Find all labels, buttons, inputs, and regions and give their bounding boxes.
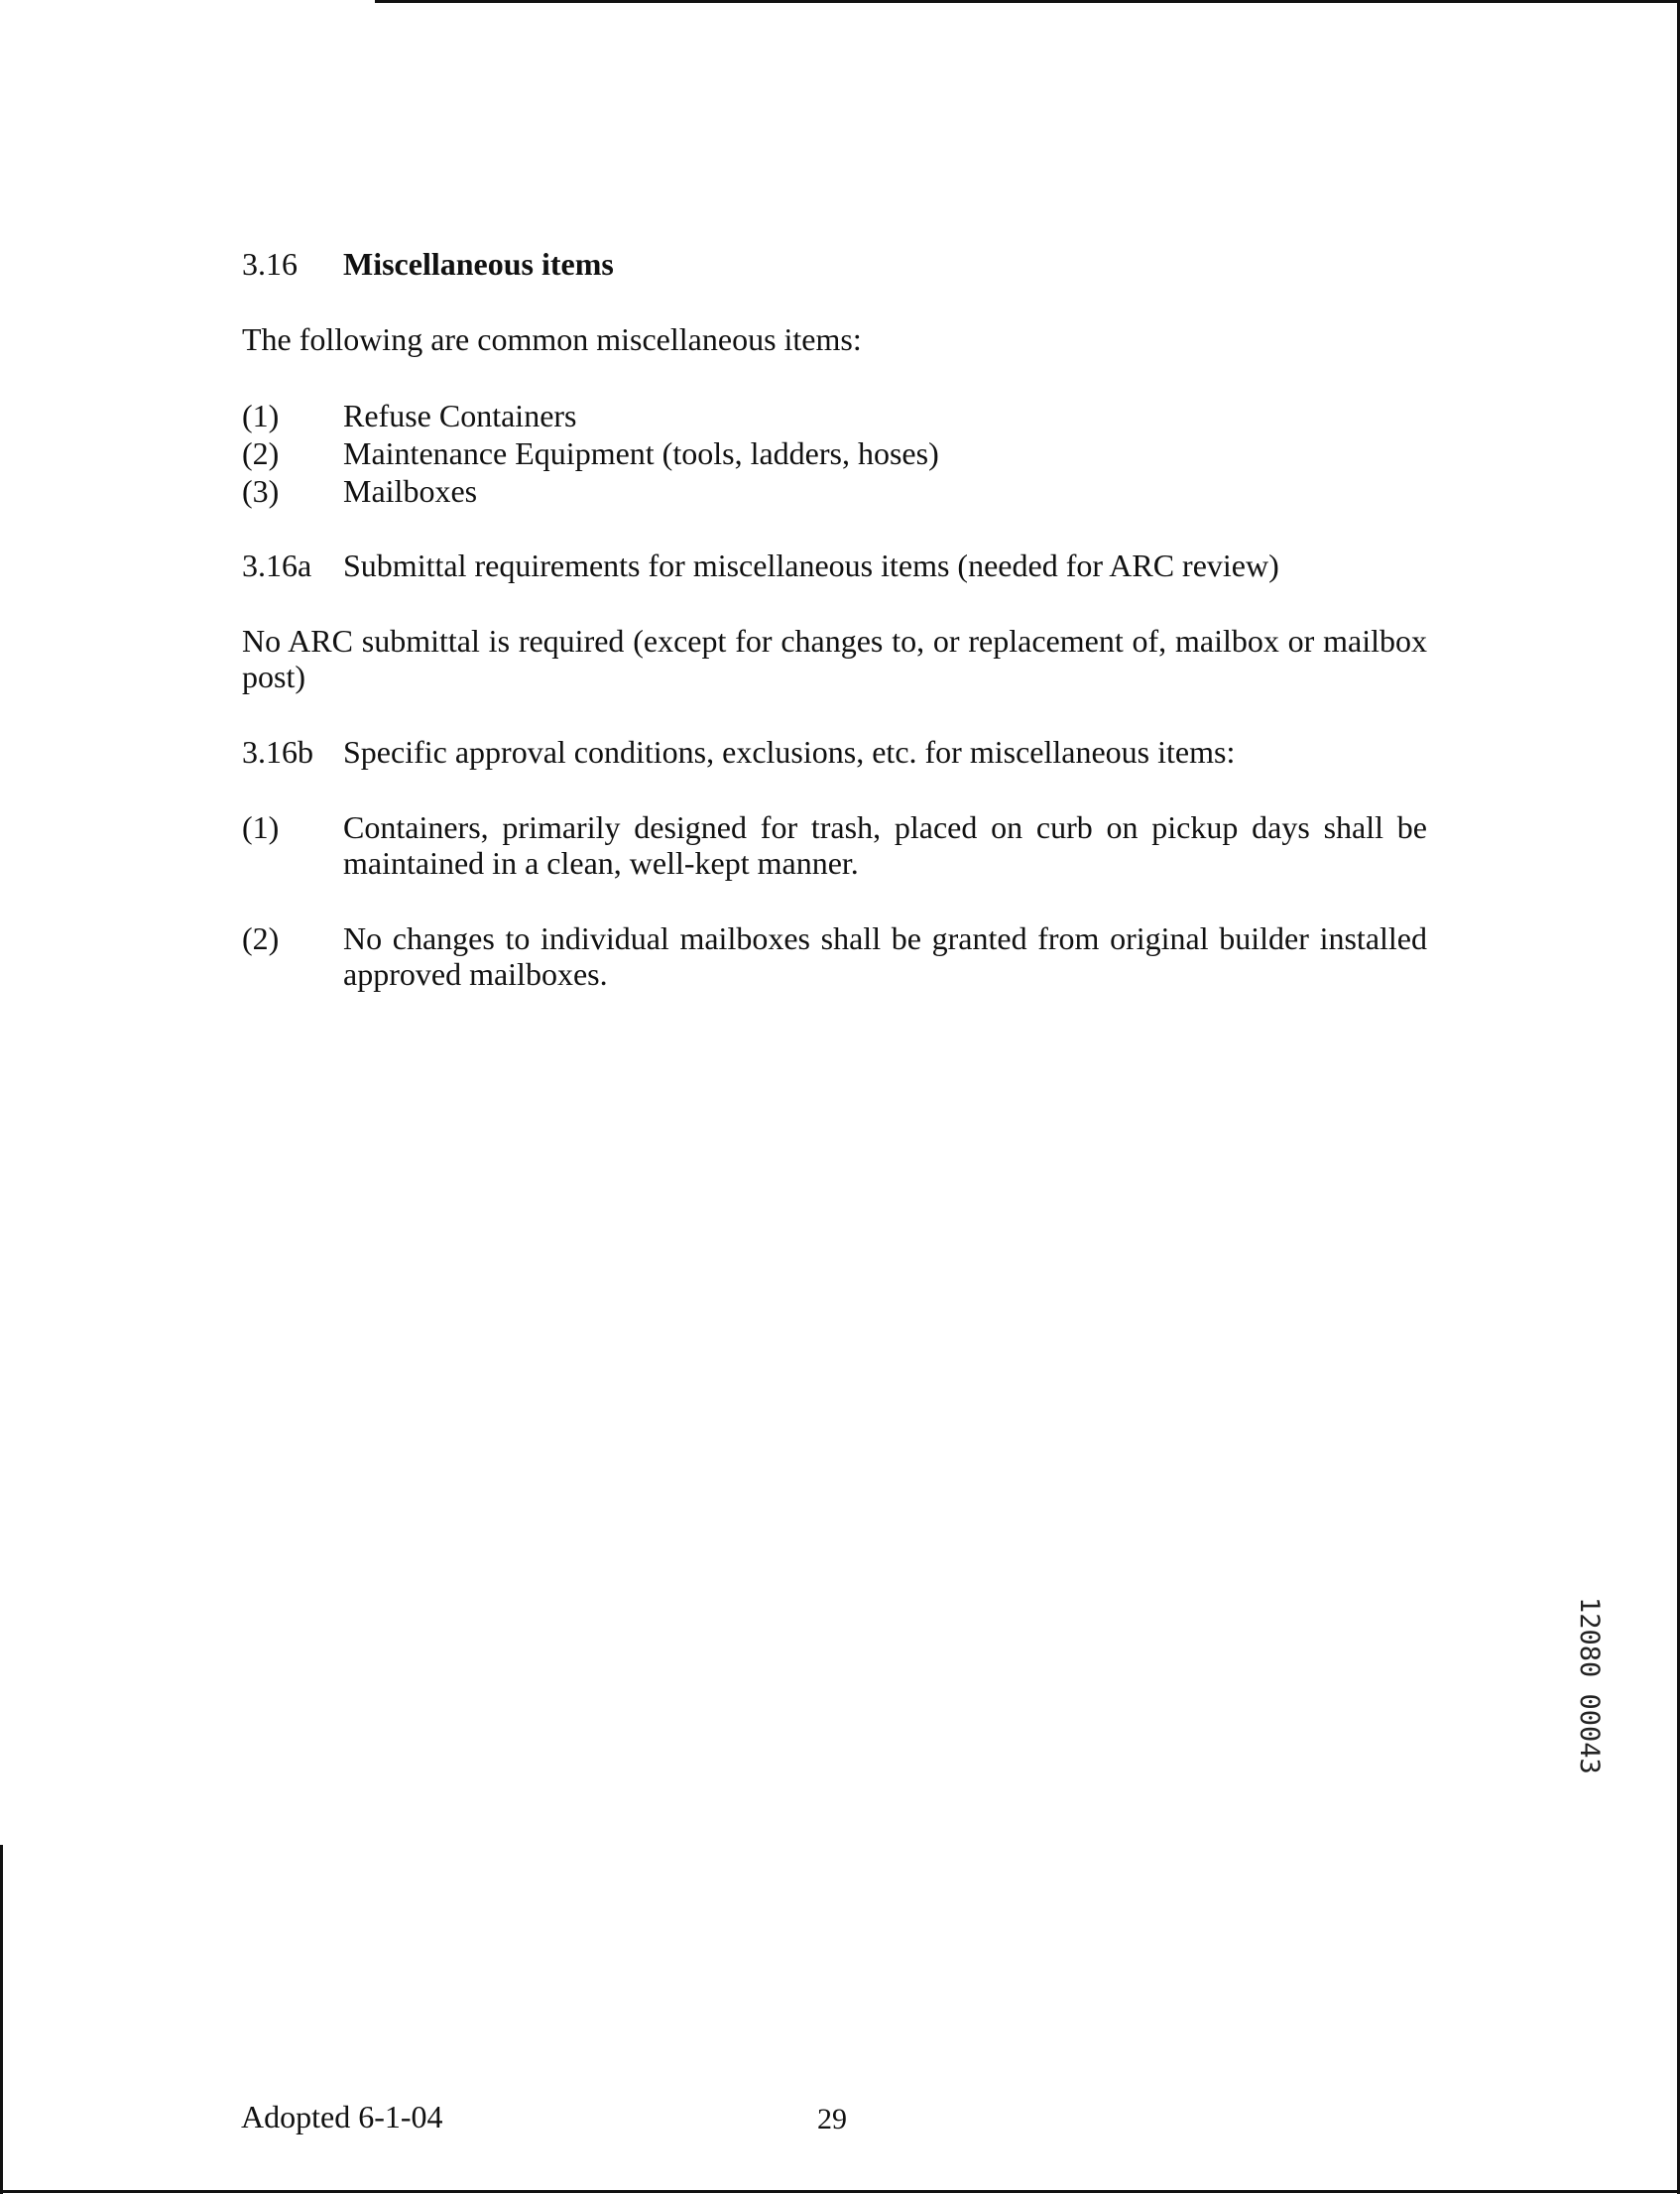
- section-heading: [242, 246, 1427, 282]
- bottom-border-line: [0, 2190, 1680, 2193]
- list-item-text: Maintenance Equipment (tools, ladders, hoses): [343, 435, 939, 471]
- subsection-b-number: 3.16b: [242, 734, 313, 770]
- document-body: [242, 246, 1427, 992]
- intro-paragraph: The following are common miscellaneous items:: [242, 321, 862, 357]
- condition-item: [242, 809, 1427, 881]
- subsection-a-heading: [242, 548, 1427, 583]
- subsection-a-title: Submittal requirements for miscellaneous items (needed for ARC review): [343, 548, 1279, 583]
- list-item: [242, 434, 1427, 472]
- subsection-a-paragraph: No ARC submittal is required (except for changes to, or replacement of, mailbox or mailbox post): [242, 623, 1427, 694]
- condition-item: [242, 920, 1427, 992]
- subsection-b-heading: [242, 734, 1427, 770]
- top-border-line: [375, 0, 1680, 3]
- list-item-number: (1): [242, 398, 280, 433]
- subsection-a-number: 3.16a: [242, 548, 312, 583]
- items-list: [242, 397, 1427, 510]
- left-border-line: [0, 1845, 3, 2194]
- list-item-number: (2): [242, 435, 280, 471]
- list-item-text: Refuse Containers: [343, 398, 577, 433]
- page-number: 29: [817, 2103, 847, 2135]
- section-number: 3.16: [242, 246, 298, 282]
- list-item: [242, 397, 1427, 434]
- condition-text: No changes to individual mailboxes shall be granted from original builder installed approved mailboxes.: [343, 920, 1427, 992]
- section-title: Miscellaneous items: [343, 246, 614, 282]
- footer-adopted-date: Adopted 6-1-04: [241, 2099, 443, 2134]
- subsection-b-title: Specific approval conditions, exclusions, etc. for miscellaneous items:: [343, 734, 1236, 770]
- condition-text: Containers, primarily designed for trash, placed on curb on pickup days shall be maintained in a clean, well-kept manner.: [343, 809, 1427, 881]
- list-item-text: Mailboxes: [343, 473, 478, 509]
- document-stamp: 12080 00043: [1574, 1597, 1605, 1774]
- condition-number: (2): [242, 920, 280, 956]
- list-item: [242, 472, 1427, 510]
- condition-number: (1): [242, 809, 280, 845]
- list-item-number: (3): [242, 473, 280, 509]
